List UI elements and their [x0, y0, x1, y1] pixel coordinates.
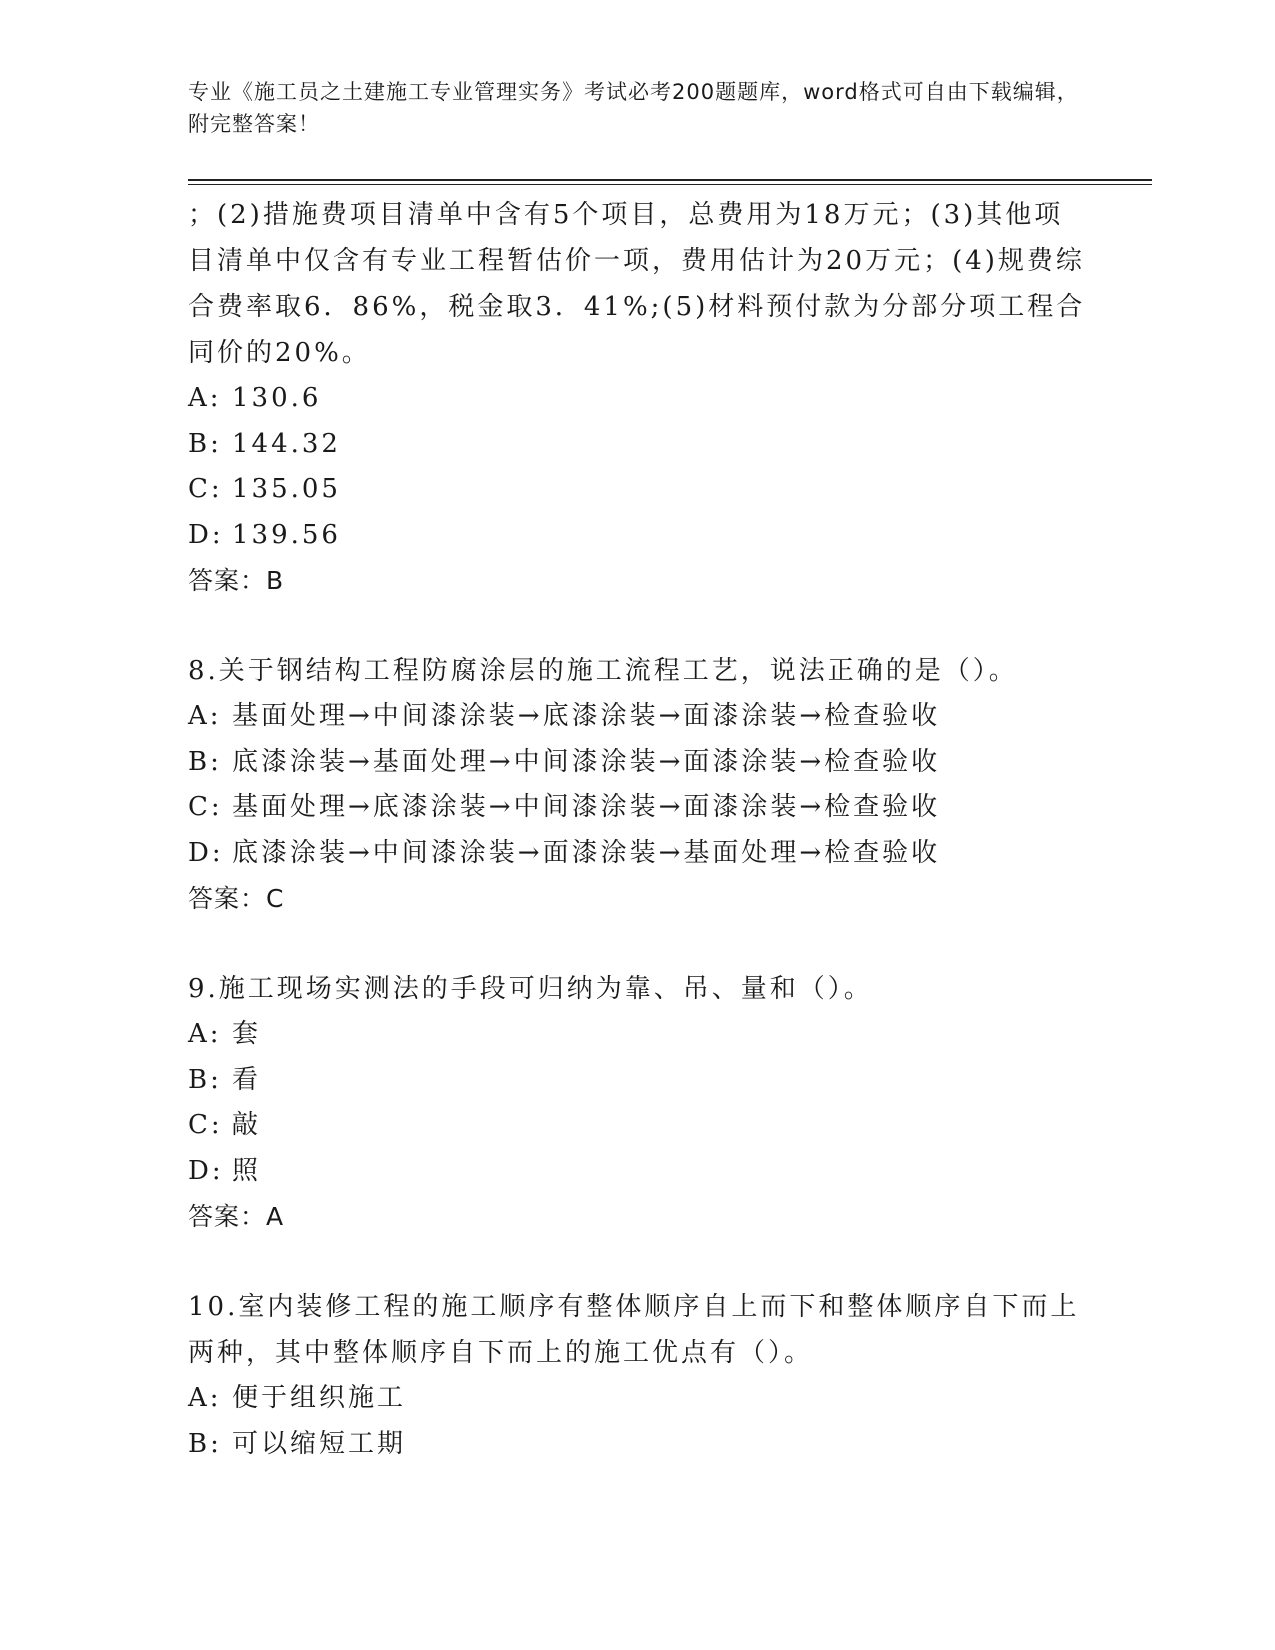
question-title: 8.关于钢结构工程防腐涂层的施工流程工艺，说法正确的是（）。 [188, 656, 1018, 686]
option-text: 基面处理→中间漆涂装→底漆涂装→面漆涂装→检查验收 [232, 701, 941, 731]
option-key: D: [188, 1155, 224, 1186]
answer: 答案：B [188, 566, 285, 595]
option-key: D: [188, 519, 224, 550]
spacer [188, 1240, 1088, 1284]
option-c [188, 467, 1088, 513]
option-b [188, 740, 1088, 786]
option-text: 底漆涂装→中间漆涂装→面漆涂装→基面处理→检查验收 [232, 837, 941, 868]
option-key: C: [188, 792, 223, 822]
answer: 答案：A [188, 1202, 285, 1231]
option-d [188, 1149, 1088, 1195]
option-a [188, 694, 1088, 740]
option-a [188, 1376, 1088, 1422]
document-header: 专业《施工员之土建施工专业管理实务》考试必考200题题库，word格式可自由下载编辑，附完整答案！ [188, 80, 1079, 136]
option-d [188, 513, 1088, 559]
option-text: 基面处理→底漆涂装→中间漆涂装→面漆涂装→检查验收 [232, 792, 941, 822]
question-10 [188, 1284, 1088, 1467]
option-text: 底漆涂装→基面处理→中间漆涂装→面漆涂装→检查验收 [232, 746, 941, 777]
option-text: 敲 [232, 1110, 262, 1140]
document-body [188, 192, 1088, 1467]
option-key: A: [188, 701, 222, 731]
option-key: B: [188, 1428, 222, 1459]
option-text: 便于组织施工 [232, 1383, 407, 1413]
option-key: C: [188, 474, 223, 504]
option-d [188, 831, 1088, 877]
option-key: A: [188, 383, 222, 413]
option-text: 135.05 [232, 474, 341, 504]
option-b [188, 422, 1088, 468]
option-c [188, 785, 1088, 831]
option-key: B: [188, 1064, 222, 1095]
option-text: 套 [232, 1019, 262, 1049]
option-a [188, 376, 1088, 422]
question-7 [188, 192, 1088, 604]
option-b [188, 1058, 1088, 1104]
question-title: 9.施工现场实测法的手段可归纳为靠、吊、量和（）。 [188, 974, 873, 1004]
option-key: C: [188, 1110, 223, 1140]
option-key: B: [188, 746, 222, 777]
header-rule-thick [188, 179, 1152, 181]
option-key: A: [188, 1383, 222, 1413]
option-b [188, 1422, 1088, 1468]
question-9 [188, 966, 1088, 1240]
spacer [188, 604, 1088, 648]
option-text: 照 [232, 1155, 262, 1186]
header-rule-thin [188, 184, 1152, 185]
option-text: 可以缩短工期 [232, 1428, 407, 1459]
answer: 答案：C [188, 884, 285, 913]
option-text: 130.6 [232, 383, 322, 413]
option-c [188, 1103, 1088, 1149]
question-8 [188, 648, 1088, 922]
spacer [188, 922, 1088, 966]
option-text: 139.56 [232, 519, 341, 550]
option-text: 144.32 [232, 428, 341, 459]
option-a [188, 1012, 1088, 1058]
question-7-continuation: ；(2)措施费项目清单中含有5个项目，总费用为18万元；(3)其他项目清单中仅含有专业工程暂估价一项，费用估计为20万元；(4)规费综合费率取6．86%，税金取3．41%;(5)材料预付款为分部分项工程合同价的20%。 [188, 200, 1086, 368]
option-key: D: [188, 837, 224, 868]
question-title: 10.室内装修工程的施工顺序有整体顺序自上而下和整体顺序自下而上两种，其中整体顺序自下而上的施工优点有（）。 [188, 1292, 1080, 1368]
option-text: 看 [232, 1064, 262, 1095]
option-key: B: [188, 428, 222, 459]
option-key: A: [188, 1019, 222, 1049]
